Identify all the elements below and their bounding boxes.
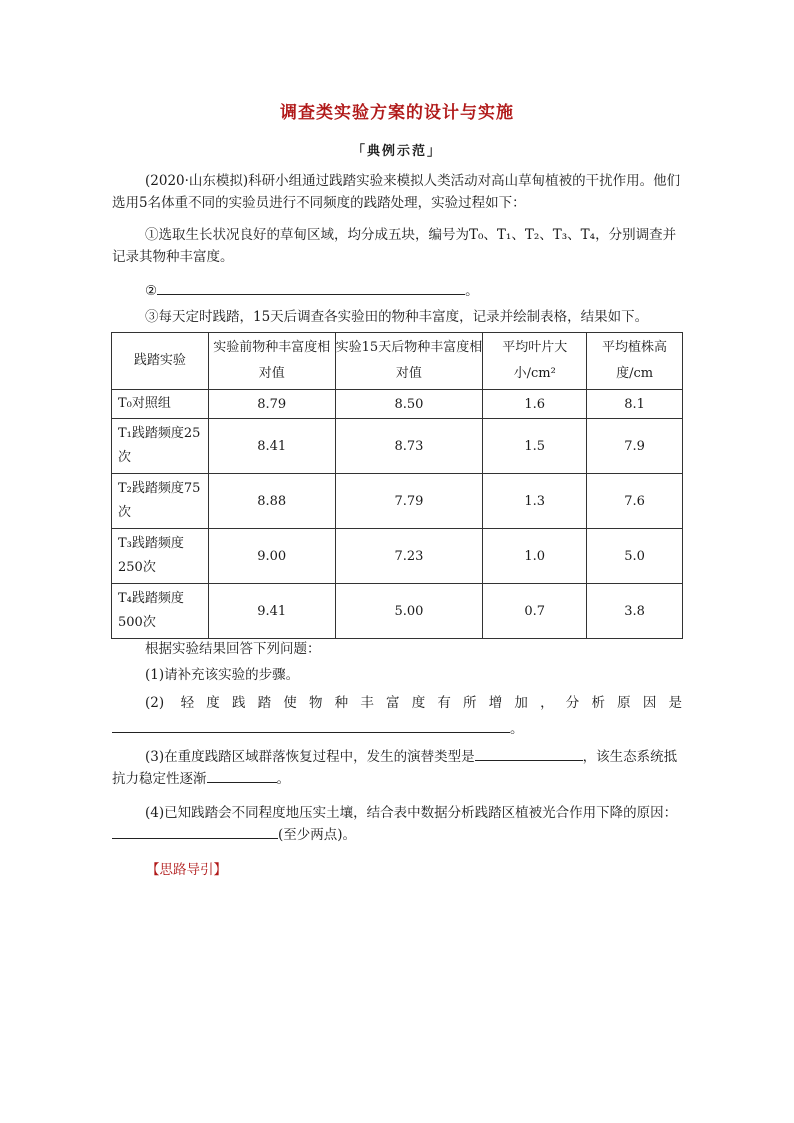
- value-cell: 8.1: [587, 390, 683, 419]
- question-3-part-a: (3)在重度践踏区域群落恢复过程中，发生的演替类型是: [145, 749, 475, 765]
- question-4-end: (至少两点)。: [278, 827, 357, 843]
- question-prompt: 根据实验结果回答下列问题：: [145, 641, 321, 657]
- guide-label: 【思路导引】: [146, 862, 227, 878]
- value-cell: 7.6: [587, 474, 683, 529]
- header-cell: 平均植株高度/cm: [587, 333, 683, 390]
- value-cell: 9.41: [208, 584, 335, 639]
- value-cell: 7.9: [587, 419, 683, 474]
- value-cell: 9.00: [208, 529, 335, 584]
- step-2-suffix: 。: [465, 283, 479, 299]
- value-cell: 8.41: [208, 419, 335, 474]
- value-cell: 1.6: [483, 390, 587, 419]
- step-2: [112, 280, 682, 302]
- question-4-text: (4)已知践踏会不同程度地压实土壤，结合表中数据分析践踏区植被光合作用下降的原因：: [145, 805, 678, 821]
- value-cell: 5.0: [587, 529, 683, 584]
- table-row: [112, 390, 683, 419]
- question-3-part-b: ，该生态系统抵抗力稳定性逐渐: [112, 749, 678, 787]
- step-2-prefix: ②: [145, 283, 158, 299]
- table-row: [112, 474, 683, 529]
- value-cell: 3.8: [587, 584, 683, 639]
- answer-blank[interactable]: [475, 746, 583, 761]
- header-cell: 践踏实验: [112, 333, 209, 390]
- header-cell: 实验前物种丰富度相对值: [208, 333, 335, 390]
- question-1: (1)请补充该实验的步骤。: [145, 667, 300, 683]
- question-2-end: 。: [510, 721, 524, 737]
- table-row: [112, 419, 683, 474]
- group-cell: T₃践踏频度250次: [112, 529, 209, 584]
- value-cell: 1.3: [483, 474, 587, 529]
- group-cell: T₄践踏频度500次: [112, 584, 209, 639]
- value-cell: 8.88: [208, 474, 335, 529]
- question-2-answer-line: [112, 718, 682, 740]
- value-cell: 8.79: [208, 390, 335, 419]
- value-cell: 0.7: [483, 584, 587, 639]
- answer-blank[interactable]: [207, 768, 277, 783]
- results-table: [111, 332, 683, 639]
- question-4: [112, 802, 682, 846]
- answer-blank[interactable]: [112, 824, 278, 839]
- header-cell: 实验15天后物种丰富度相对值: [335, 333, 483, 390]
- question-2: (2) 轻度践踏使物种丰富度有所增加，分析原因是: [145, 695, 682, 711]
- value-cell: 7.23: [335, 529, 483, 584]
- value-cell: 7.79: [335, 474, 483, 529]
- value-cell: 1.5: [483, 419, 587, 474]
- section-label: 「典例示范」: [351, 144, 442, 159]
- step-3: ③每天定时践踏，15天后调查各实验田的物种丰富度，记录并绘制表格，结果如下。: [145, 309, 649, 325]
- value-cell: 1.0: [483, 529, 587, 584]
- table-row: [112, 529, 683, 584]
- step-1: ①选取生长状况良好的草甸区域，均分成五块，编号为T₀、T₁、T₂、T₃、T₄，分别调查并记录其物种丰富度。: [112, 227, 677, 265]
- group-cell: T₁践踏频度25次: [112, 419, 209, 474]
- page-title: 调查类实验方案的设计与实施: [280, 103, 514, 123]
- group-cell: T₂践踏频度75次: [112, 474, 209, 529]
- table-header-row: [112, 333, 683, 390]
- value-cell: 8.73: [335, 419, 483, 474]
- question-3-end: 。: [276, 771, 290, 787]
- question-3: [112, 746, 682, 790]
- answer-blank[interactable]: [112, 718, 510, 733]
- step-2-blank[interactable]: [157, 280, 465, 295]
- intro-paragraph: (2020·山东模拟)科研小组通过践踏实验来模拟人类活动对高山草甸植被的干扰作用。他们选用5名体重不同的实验员进行不同频度的践踏处理，实验过程如下：: [112, 173, 681, 211]
- value-cell: 5.00: [335, 584, 483, 639]
- value-cell: 8.50: [335, 390, 483, 419]
- table-row: [112, 584, 683, 639]
- group-cell: T₀对照组: [112, 390, 209, 419]
- header-cell: 平均叶片大小/cm²: [483, 333, 587, 390]
